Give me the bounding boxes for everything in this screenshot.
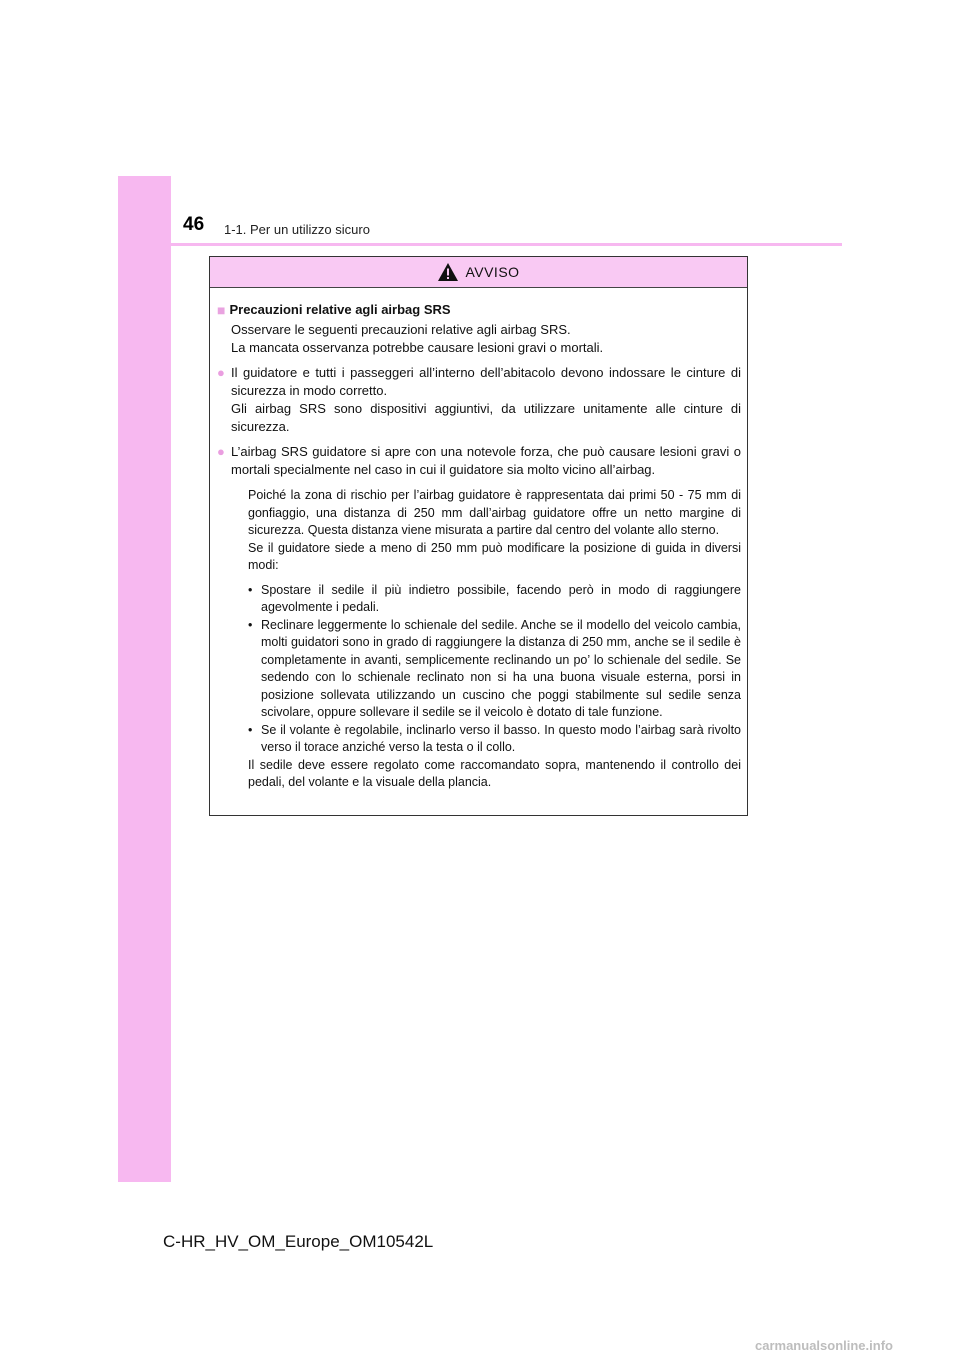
bullet-line: Gli airbag SRS sono dispositivi aggiuntivi, da utilizzare unitamente alle cinture di sicurezza. — [231, 401, 741, 434]
precautions-heading — [217, 301, 741, 319]
warning-box — [209, 256, 748, 816]
risk-zone-note — [217, 487, 741, 575]
list-item: • Spostare il sedile il più indietro possibile, facendo però in modo di raggiungere agevolmente i pedali. — [248, 582, 741, 617]
dot-bullet-icon: • — [248, 582, 253, 597]
intro-line: La mancata osservanza potrebbe causare lesioni gravi o mortali. — [231, 340, 604, 355]
side-color-bar — [118, 176, 171, 1182]
section-title: 1-1. Per un utilizzo sicuro — [224, 222, 370, 237]
list-item: • Se il volante è regolabile, inclinarlo verso il basso. In questo modo l’airbag sarà rivolto verso il torace anziché verso la testa o il collo. — [248, 722, 741, 757]
note-line: Se il guidatore siede a meno di 250 mm può modificare la posizione di guida in diversi modi: — [248, 540, 741, 572]
warning-body — [210, 288, 747, 792]
square-marker-icon: ■ — [217, 302, 226, 318]
page-number: 46 — [183, 214, 205, 235]
closing-paragraph: Il sedile deve essere regolato come raccomandato sopra, mantenendo il controllo dei pedali, del volante e la visuale della plancia. — [248, 757, 741, 789]
precautions-heading-text: Precauzioni relative agli airbag SRS — [229, 302, 451, 317]
bullet-line: L’airbag SRS guidatore si apre con una notevole forza, che può causare lesioni gravi o mortali specialmente nel caso in cui il guidatore sia molto vicino all’airbag. — [231, 444, 741, 477]
warning-header — [210, 257, 747, 288]
list-item: • Reclinare leggermente lo schienale del sedile. Anche se il modello del veicolo cambia, molti guidatori sono in grado di raggiungere la distanza di 250 mm, anche se il sedile è completamente in avanti, semplicemente reclinando un po’ lo schienale del sedile. Se sedendo con lo schienale reclinato non si ha una buona visuale esterna, porsi in posizione sollevata utilizzando un cuscino che poggi stabilmente sul sedile senza scivolare, oppure sollevare il sedile se il veicolo è dotato di tale funzione. — [248, 617, 741, 722]
note-line: Poiché la zona di rischio per l’airbag guidatore è rappresentata dai primi 50 - 75 mm di gonfiaggio, una distanza di 250 mm dall’airbag guidatore offre un netto margine di sicurezza. Questa distanza viene misurata a partire dal centro del volante allo sterno. — [248, 488, 741, 537]
watermark: carmanualsonline.info — [755, 1338, 893, 1353]
circle-bullet-icon: ● — [217, 444, 225, 459]
intro-line: Osservare le seguenti precauzioni relative agli airbag SRS. — [231, 322, 571, 337]
warning-triangle-icon — [437, 262, 459, 282]
dot-bullet-icon: • — [248, 617, 253, 632]
header-rule — [118, 243, 842, 246]
bullet-line: Il guidatore e tutti i passeggeri all’interno dell’abitacolo devono indossare le cinture di sicurezza in modo corretto. — [231, 365, 741, 398]
seat-adjustment-list — [217, 582, 741, 757]
dot-bullet-icon: • — [248, 722, 253, 737]
warning-title: AVVISO — [465, 264, 520, 280]
intro-paragraph — [217, 321, 741, 357]
list-item — [217, 443, 741, 479]
circle-bullet-icon: ● — [217, 365, 225, 380]
document-code: C-HR_HV_OM_Europe_OM10542L — [163, 1232, 434, 1251]
list-item — [217, 364, 741, 436]
